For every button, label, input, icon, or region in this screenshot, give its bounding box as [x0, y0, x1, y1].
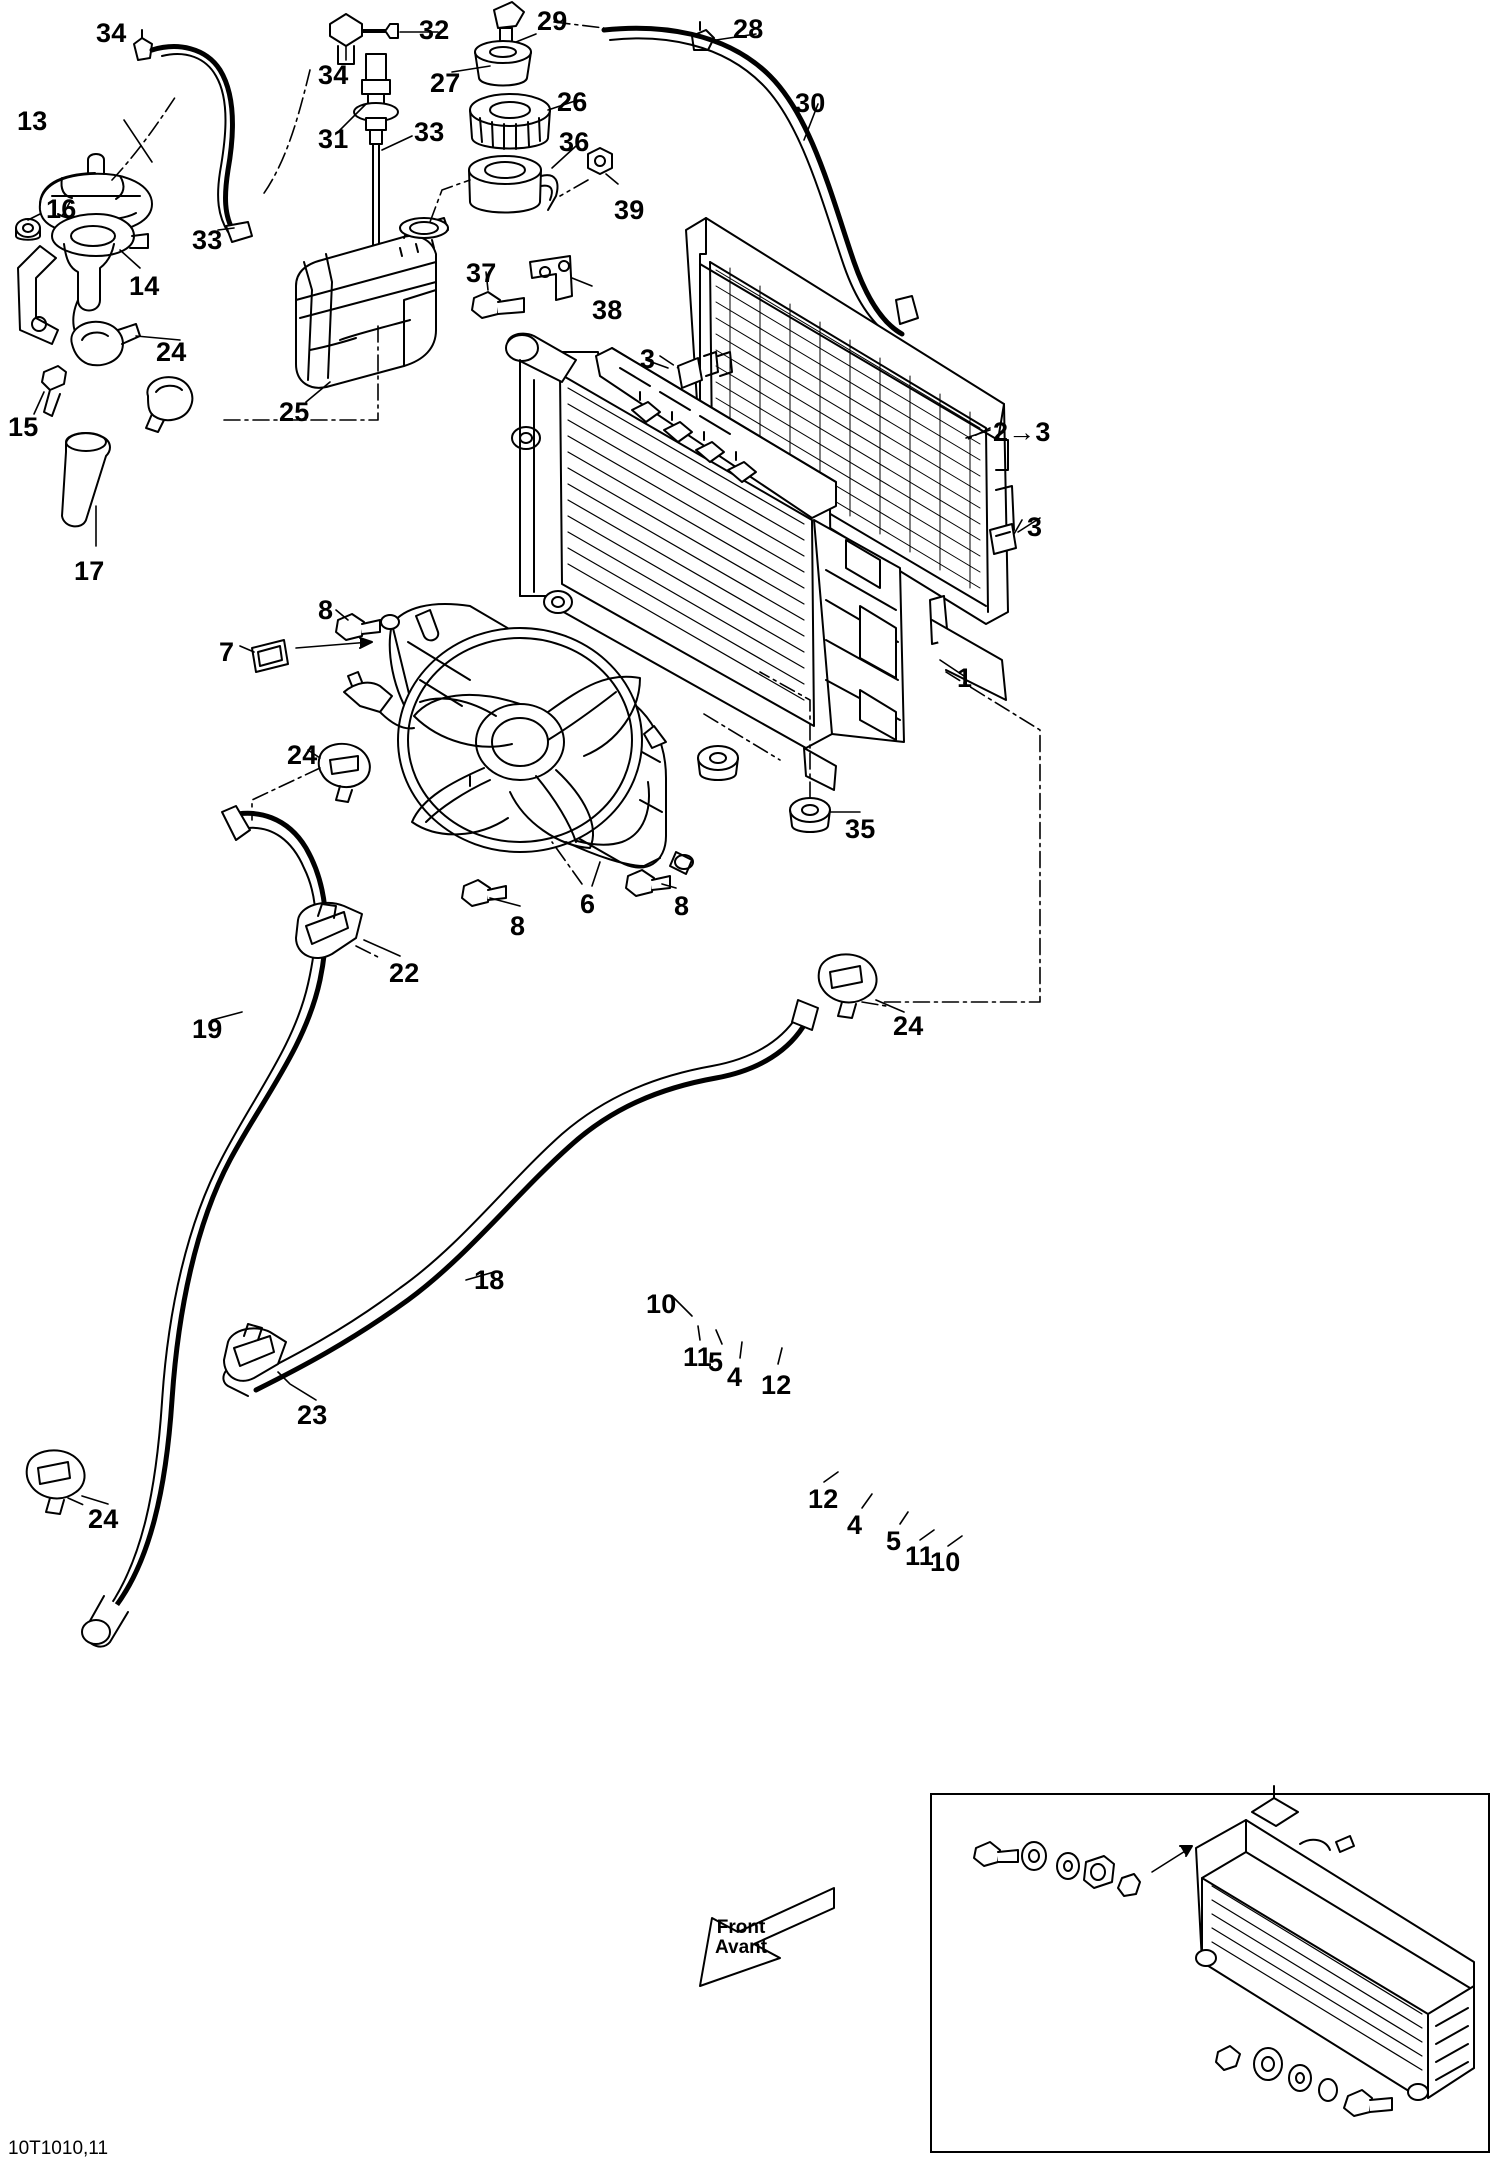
part-33-hose-end — [226, 222, 252, 242]
callout-31: 31 — [318, 124, 349, 154]
callout-10-lower: 10 — [930, 1547, 961, 1577]
front-direction-label — [715, 1918, 767, 1958]
callout-16: 16 — [46, 194, 77, 224]
part-24-clamp-bottom — [27, 1450, 85, 1514]
callout-8-upper: 8 — [318, 595, 334, 625]
part-8-bolt-lower-right — [626, 870, 670, 896]
callout-32: 32 — [419, 15, 450, 45]
callout-6: 6 — [580, 889, 596, 919]
callout-22: 22 — [389, 958, 420, 988]
part-33-hose-left — [152, 47, 234, 232]
callout-24-bottom: 24 — [88, 1504, 119, 1534]
callout-11-upper: 11 — [683, 1342, 712, 1372]
callout-8-lower-left: 8 — [510, 911, 526, 941]
callout-4-upper: 4 — [727, 1362, 743, 1392]
part-39-nut — [588, 148, 612, 174]
part-22-clamp — [296, 903, 362, 958]
callout-3-upper: 3 — [640, 344, 656, 374]
part-8-bolt-upper — [336, 614, 380, 640]
part-26-cap — [470, 94, 550, 149]
callout-4-lower: 4 — [847, 1510, 863, 1540]
part-24-hose-clamp-second — [146, 377, 192, 432]
callout-3-lower: 3 — [1027, 512, 1043, 542]
part-29-valve — [494, 2, 524, 44]
callout-34-upper-left: 34 — [96, 18, 127, 48]
callout-25: 25 — [279, 397, 310, 427]
front-label-fr: Avant — [715, 1936, 768, 1958]
callout-38: 38 — [592, 295, 623, 325]
front-label-en: Front — [716, 1917, 766, 1938]
callout-5-lower: 5 — [886, 1526, 902, 1556]
callout-10-upper: 10 — [646, 1289, 677, 1319]
callout-27: 27 — [430, 68, 461, 98]
part-24-clamp-right — [819, 954, 877, 1018]
callout-12-lower: 12 — [808, 1484, 839, 1514]
callout-18: 18 — [474, 1265, 505, 1295]
callout-15: 15 — [8, 412, 39, 442]
callout-12-upper: 12 — [761, 1370, 792, 1400]
callout-23: 23 — [297, 1400, 328, 1430]
inset-detail-frame — [930, 1793, 1490, 2153]
part-27-grommet — [475, 41, 531, 86]
callout-37: 37 — [466, 258, 497, 288]
part-35-grommet-upper — [698, 746, 738, 780]
part-34-clip-left — [134, 30, 152, 60]
callout-8-lower-right: 8 — [674, 891, 690, 921]
part-38-bracket — [530, 256, 572, 300]
callout-2-to-3: 2→3 — [993, 417, 1051, 447]
callout-24-upper: 24 — [156, 337, 187, 367]
part-18-hose — [223, 1000, 818, 1396]
callout-33-lower: 33 — [192, 225, 223, 255]
part-3-clip-lower — [990, 524, 1016, 554]
callout-29: 29 — [537, 6, 568, 36]
part-37-bolt — [472, 292, 524, 318]
callout-39: 39 — [614, 195, 645, 225]
part-32-fitting — [330, 14, 398, 64]
part-19-hose — [82, 806, 326, 1647]
part-15-screw — [42, 366, 66, 416]
part-36-collar — [469, 156, 557, 213]
part-7-clip — [252, 638, 372, 672]
part-31-sensor — [354, 54, 398, 130]
callout-33-upper: 33 — [414, 117, 445, 147]
callout-34-second: 34 — [318, 60, 349, 90]
callout-30: 30 — [795, 88, 826, 118]
callout-35: 35 — [845, 814, 876, 844]
callout-13: 13 — [17, 106, 48, 136]
callout-36: 36 — [559, 127, 590, 157]
callout-24-mid: 24 — [287, 740, 318, 770]
callout-26: 26 — [557, 87, 588, 117]
callout-11-lower: 11 — [905, 1541, 934, 1571]
diagram-code: 10T1010,11 — [8, 2138, 109, 2159]
callout-28: 28 — [733, 14, 764, 44]
part-17-rubber-cap — [62, 433, 110, 526]
part-35-grommet-lower — [790, 798, 830, 832]
callout-7: 7 — [219, 637, 235, 667]
callout-19: 19 — [192, 1014, 223, 1044]
part-23-clamp — [224, 1324, 286, 1381]
callout-14: 14 — [129, 271, 160, 301]
callout-1: 1 — [957, 663, 973, 693]
callout-17: 17 — [74, 556, 105, 586]
part-16-washer — [16, 219, 40, 240]
part-24-clamp-mid — [319, 744, 370, 802]
part-24-hose-clamp-upper — [71, 322, 140, 365]
callout-5-upper: 5 — [708, 1347, 724, 1377]
part-8-bolt-lower-left — [462, 880, 506, 906]
callout-24-right: 24 — [893, 1011, 924, 1041]
